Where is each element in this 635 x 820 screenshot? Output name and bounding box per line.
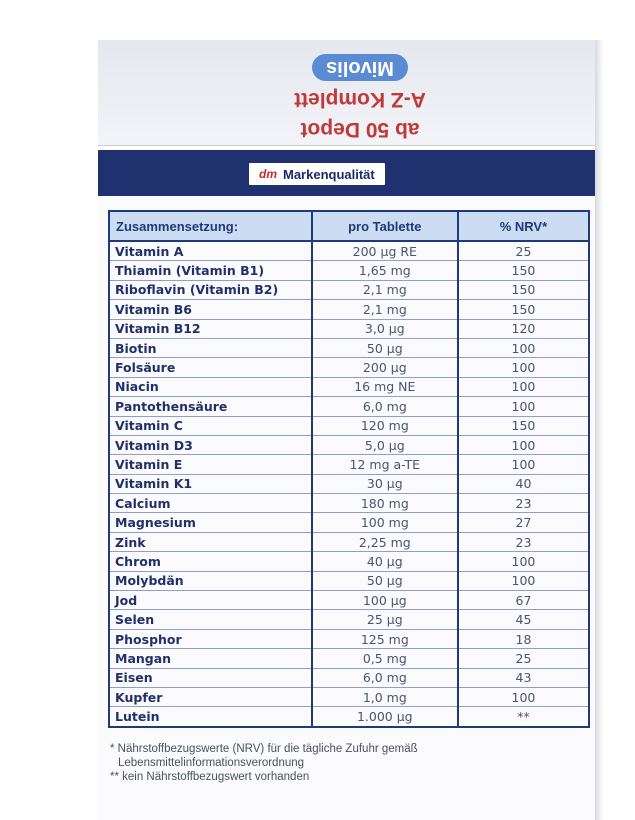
table-row: [110, 241, 588, 261]
nrv-percent: 100: [458, 397, 588, 416]
nutrient-name: Selen: [110, 610, 312, 629]
nutrient-name: Vitamin C: [110, 416, 312, 435]
nrv-percent: 23: [458, 494, 588, 513]
amount-per-tablet: 120 mg: [312, 416, 458, 435]
table-row: [110, 319, 588, 338]
table-row: [110, 416, 588, 435]
table-row: [110, 280, 588, 299]
amount-per-tablet: 125 mg: [312, 629, 458, 648]
nrv-percent: 100: [458, 571, 588, 590]
nutrient-name: Pantothensäure: [110, 397, 312, 416]
nutrient-name: Lutein: [110, 707, 312, 726]
table-row: [110, 571, 588, 590]
table-row: [110, 668, 588, 687]
table-row: [110, 358, 588, 377]
amount-per-tablet: 40 µg: [312, 552, 458, 571]
nrv-percent: 27: [458, 513, 588, 532]
nutrient-name: Thiamin (Vitamin B1): [110, 261, 312, 280]
amount-per-tablet: 5,0 µg: [312, 435, 458, 454]
nutrient-name: Zink: [110, 532, 312, 551]
nutrient-name: Molybdän: [110, 571, 312, 590]
nrv-percent: 100: [458, 455, 588, 474]
upside-down-branding: [235, 54, 485, 147]
footnote-1: * Nährstoffbezugswerte (NRV) für die tägliche Zufuhr gemäß: [110, 743, 418, 755]
nrv-percent: 150: [458, 261, 588, 280]
nrv-percent: 25: [458, 241, 588, 261]
table-row: [110, 552, 588, 571]
package-top-face: [98, 40, 595, 146]
nrv-percent: 100: [458, 358, 588, 377]
nrv-percent: 18: [458, 629, 588, 648]
amount-per-tablet: 12 mg a-TE: [312, 455, 458, 474]
nrv-percent: 100: [458, 338, 588, 357]
nrv-percent: 150: [458, 300, 588, 319]
badge-text: Markenqualität: [283, 166, 375, 182]
nrv-percent: 23: [458, 532, 588, 551]
nrv-percent: 67: [458, 591, 588, 610]
amount-per-tablet: 100 mg: [312, 513, 458, 532]
nrv-percent: 120: [458, 319, 588, 338]
nutrient-name: Jod: [110, 591, 312, 610]
amount-per-tablet: 50 µg: [312, 338, 458, 357]
table-row: [110, 300, 588, 319]
amount-per-tablet: 30 µg: [312, 474, 458, 493]
amount-per-tablet: 50 µg: [312, 571, 458, 590]
product-name-line1: A-Z Komplett: [294, 88, 426, 111]
amount-per-tablet: 6,0 mg: [312, 397, 458, 416]
amount-per-tablet: 25 µg: [312, 610, 458, 629]
table-row: [110, 707, 588, 726]
amount-per-tablet: 0,5 mg: [312, 649, 458, 668]
table-row: [110, 377, 588, 396]
nutrient-name: Vitamin E: [110, 455, 312, 474]
amount-per-tablet: 2,1 mg: [312, 280, 458, 299]
footnotes: [110, 742, 580, 784]
nrv-percent: 150: [458, 416, 588, 435]
package-front-panel: [98, 150, 595, 820]
nrv-percent: 40: [458, 474, 588, 493]
nutrient-name: Vitamin B12: [110, 319, 312, 338]
nutrition-table: [108, 210, 590, 728]
nrv-percent: 100: [458, 687, 588, 706]
amount-per-tablet: 100 µg: [312, 591, 458, 610]
table-row: [110, 513, 588, 532]
amount-per-tablet: 2,25 mg: [312, 532, 458, 551]
nutrient-name: Riboflavin (Vitamin B2): [110, 280, 312, 299]
nrv-percent: 100: [458, 377, 588, 396]
amount-per-tablet: 200 µg: [312, 358, 458, 377]
amount-per-tablet: 2,1 mg: [312, 300, 458, 319]
nrv-percent: 150: [458, 280, 588, 299]
nutrient-name: Vitamin K1: [110, 474, 312, 493]
table-row: [110, 649, 588, 668]
nutrient-name: Chrom: [110, 552, 312, 571]
table-row: [110, 532, 588, 551]
amount-per-tablet: 1,0 mg: [312, 687, 458, 706]
table-row: [110, 629, 588, 648]
table-row: [110, 610, 588, 629]
footnote-1-cont: Lebensmittelinformationsverordnung: [118, 757, 305, 769]
amount-per-tablet: 180 mg: [312, 494, 458, 513]
package-side-shadow: [595, 40, 603, 820]
amount-per-tablet: 200 µg RE: [312, 241, 458, 261]
nutrient-name: Phosphor: [110, 629, 312, 648]
nutrient-name: Vitamin D3: [110, 435, 312, 454]
nutrient-name: Biotin: [110, 338, 312, 357]
nutrient-name: Vitamin A: [110, 241, 312, 261]
navy-band: [98, 150, 595, 196]
nrv-percent: 25: [458, 649, 588, 668]
nutrient-name: Eisen: [110, 668, 312, 687]
nutrient-name: Niacin: [110, 377, 312, 396]
nrv-percent: **: [517, 709, 530, 725]
product-name-line2: ab 50 Depot: [300, 118, 420, 141]
table-header-row: [110, 212, 588, 241]
table-row: [110, 455, 588, 474]
table-row: [110, 435, 588, 454]
table-row: [110, 591, 588, 610]
header-per-tablet: pro Tablette: [312, 212, 458, 241]
table-row: [110, 338, 588, 357]
nrv-percent: 100: [458, 552, 588, 571]
dm-logo: dm: [259, 167, 277, 181]
nrv-percent: 45: [458, 610, 588, 629]
table-row: [110, 261, 588, 280]
nrv-percent: 100: [458, 435, 588, 454]
table-row: [110, 397, 588, 416]
table-row: [110, 474, 588, 493]
quality-badge: [248, 162, 386, 186]
header-nrv: % NRV*: [458, 212, 588, 241]
nutrient-name: Magnesium: [110, 513, 312, 532]
amount-per-tablet: 3,0 µg: [312, 319, 458, 338]
nutrient-name: Mangan: [110, 649, 312, 668]
amount-per-tablet: 6,0 mg: [312, 668, 458, 687]
nutrient-name: Vitamin B6: [110, 300, 312, 319]
amount-per-tablet: 16 mg NE: [312, 377, 458, 396]
nutrient-name: Calcium: [110, 494, 312, 513]
nrv-percent: 43: [458, 668, 588, 687]
nutrient-name: Folsäure: [110, 358, 312, 377]
header-composition: Zusammensetzung:: [110, 212, 312, 241]
table-row: [110, 494, 588, 513]
table-row: [110, 687, 588, 706]
amount-per-tablet: 1,65 mg: [312, 261, 458, 280]
footnote-2: ** kein Nährstoffbezugswert vorhanden: [110, 771, 310, 783]
brand-logo: Mivolis: [312, 54, 408, 81]
amount-per-tablet: 1.000 µg: [312, 707, 458, 726]
nutrient-name: Kupfer: [110, 687, 312, 706]
